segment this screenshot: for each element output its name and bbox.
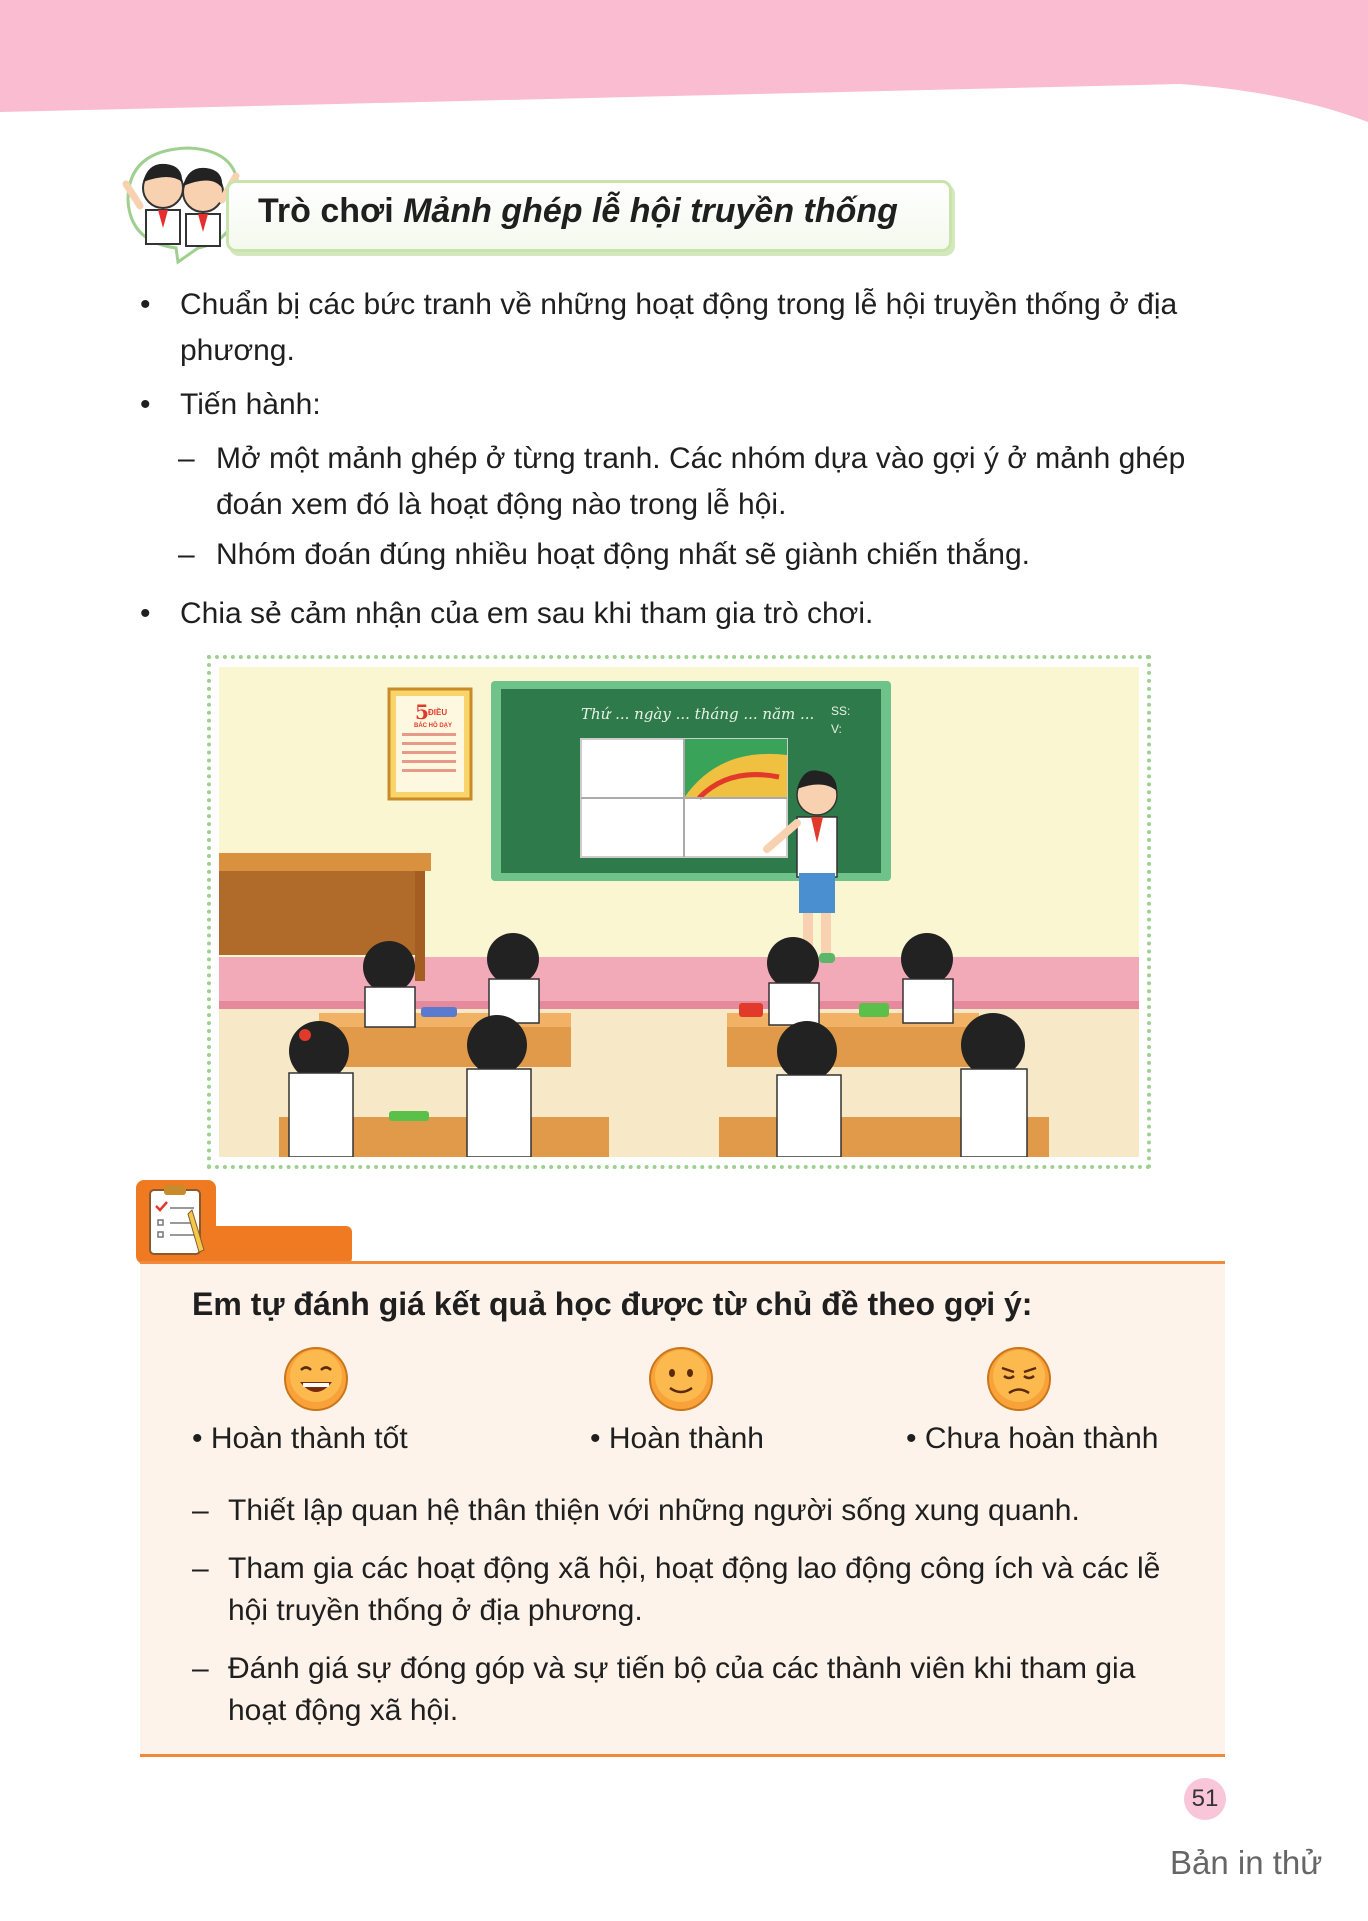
criterion-text: Tham gia các hoạt động xã hội, hoạt động lao động công ích và các lễ hội truyền thống ở địa phương.: [228, 1552, 1161, 1627]
clipboard-icon: [150, 1185, 204, 1254]
step-text: Nhóm đoán đúng nhiều hoạt động nhất sẽ giành chiến thắng.: [216, 538, 1030, 571]
instruction-text: Chia sẻ cảm nhận của em sau khi tham gia trò chơi.: [180, 597, 874, 630]
criterion-text: Thiết lập quan hệ thân thiện với những người sống xung quanh.: [228, 1494, 1080, 1527]
board-date: Thứ ... ngày ... tháng ... năm ...: [581, 705, 815, 723]
activity-title: Trò chơi Mảnh ghép lễ hội truyền thống: [258, 192, 898, 230]
draft-print-note: Bản in thử: [1170, 1844, 1323, 1881]
step-item: – Nhóm đoán đúng nhiều hoạt động nhất sẽ giành chiến thắng.: [178, 532, 1230, 578]
step-text: Mở một mảnh ghép ở từng tranh. Các nhóm dựa vào gợi ý ở mảnh ghép đoán xem đó là hoạt động nào trong lễ hội.: [216, 442, 1186, 521]
poster-title: ĐIỀU: [428, 708, 448, 717]
classroom-scene: [219, 667, 1139, 1157]
criterion-text: Đánh giá sự đóng góp và sự tiến bộ của các thành viên khi tham gia hoạt động xã hội.: [228, 1652, 1136, 1727]
rules-poster: [389, 689, 471, 799]
smiling-face-icon: [648, 1346, 714, 1412]
instruction-item: • Chia sẻ cảm nhận của em sau khi tham gia trò chơi.: [140, 591, 1230, 637]
activity-header: [118, 140, 948, 265]
step-item: – Mở một mảnh ghép ở từng tranh. Các nhóm dựa vào gợi ý ở mảnh ghép đoán xem đó là hoạt động nào trong lễ hội.: [178, 436, 1230, 528]
level-label: • Hoàn thành: [590, 1422, 764, 1455]
page-number: 51: [1184, 1778, 1226, 1820]
instruction-text: Chuẩn bị các bức tranh về những hoạt động trong lễ hội truyền thống ở địa phương.: [180, 288, 1178, 367]
poster-number: 5: [415, 700, 429, 724]
criterion-item: – Đánh giá sự đóng góp và sự tiến bộ của các thành viên khi tham gia hoạt động xã hội.: [192, 1648, 1202, 1732]
criterion-item: – Thiết lập quan hệ thân thiện với những người sống xung quanh.: [192, 1490, 1202, 1532]
evaluation-tab: [136, 1180, 356, 1264]
level-label: • Hoàn thành tốt: [192, 1422, 408, 1455]
instruction-item: • Tiến hành:: [140, 382, 1230, 428]
grinning-face-icon: [283, 1346, 349, 1412]
poster-subtitle: BÁC HỒ DẠY: [414, 723, 453, 729]
level-label: • Chưa hoàn thành: [906, 1422, 1159, 1455]
evaluation-heading: Em tự đánh giá kết quả học được từ chủ đề theo gợi ý:: [192, 1286, 1033, 1322]
board-ss: SS:: [831, 704, 851, 718]
criterion-item: – Tham gia các hoạt động xã hội, hoạt động lao động công ích và các lễ hội truyền thống ở địa phương.: [192, 1548, 1202, 1632]
worried-face-icon: [986, 1346, 1052, 1412]
instruction-item: • Chuẩn bị các bức tranh về những hoạt động trong lễ hội truyền thống ở địa phương.: [140, 282, 1230, 374]
classroom-illustration: [207, 655, 1151, 1169]
board-v: V:: [831, 722, 842, 736]
game-name: Mảnh ghép lễ hội truyền thống: [403, 192, 898, 230]
self-evaluation-box: [140, 1261, 1225, 1757]
instruction-text: Tiến hành:: [180, 388, 321, 421]
top-decorative-band: [0, 0, 1368, 130]
